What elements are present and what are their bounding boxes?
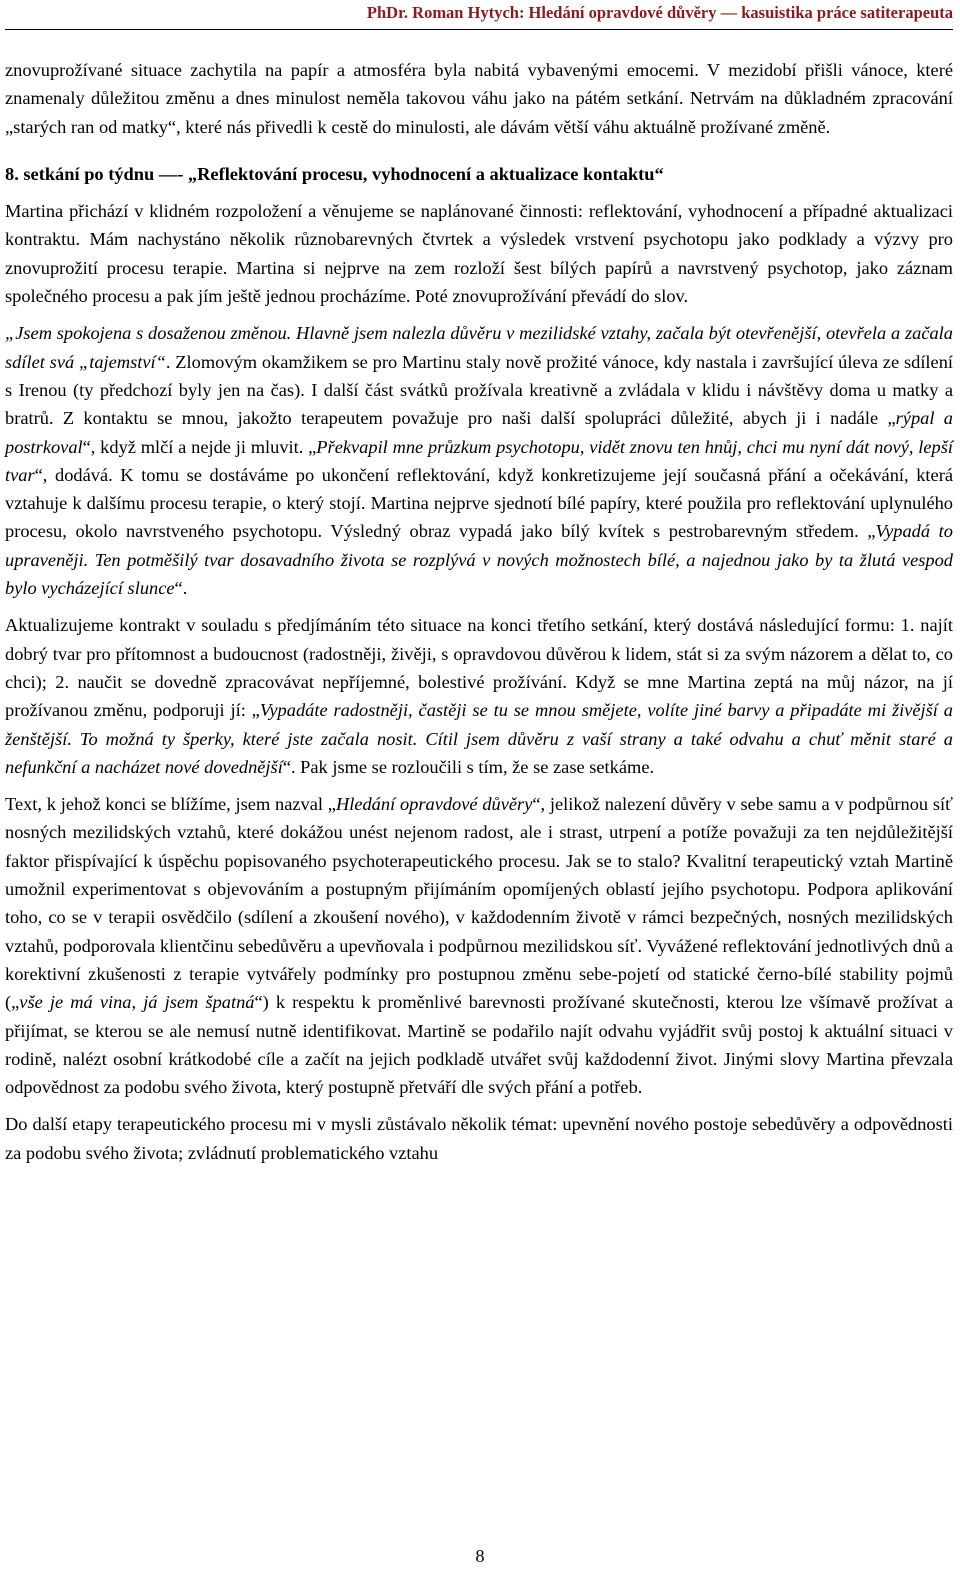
text-segment: “, když mlčí a nejde ji mluvit. „ xyxy=(82,436,317,457)
italic-text-segment: „Jsem spokojena s dosaženou změnou. Hlavně jsem nalezla důvěru v mezilidské vztahy, začala být otevřenější, otevřela a začala sdílet svá „tajemství“ xyxy=(5,323,953,372)
italic-text-segment: rýpal a postrkoval xyxy=(5,408,953,457)
text-segment: “, dodává. K tomu se dostáváme po ukončení reflektování, když konkretizujeme její současná přání a očekávání, která vztahuje k dalšímu procesu terapie, o který stojí. Martina nejprve sjednotí bílé papíry, které použila pro reflektování uplynulého procesu, okolo navrstveného psychotopu. Výsledný obraz vypadá jako bílý kvítek s pestrobarevným středem. „ xyxy=(5,464,953,542)
section-heading xyxy=(5,160,953,188)
text-segment: “, jelikož nalezení důvěry v sebe samu a v podpůrnou síť nosných mezilidských vztahů, které dokážou unést nejenom radost, ale i strast, utrpení a potíže považuji za ten nejdůležitější faktor přispívající k úspěchu popisovaného psychoterapeutického procesu. Jak se to stalo? Kvalitní terapeutický vztah Martině umožnil experimentovat s objevováním a postupným přijímáním opomíjených oblastí jejího psychotopu. Podpora aplikování toho, co se v terapii osvědčilo (sdílení a zkoušení nového), v každodenním životě v rámci bezpečných, nosných mezilidských vztahů, podporovala klientčinu sebedůvěru a upevňovala i podpůrnou mezilidskou síť. Vyvážené reflektování jednotlivých dnů a korektivní zkušenosti z terapie vytvářely podmínky pro postupnou změnu sebe-pojetí od statické černo-bílé stability pojmů („ xyxy=(5,794,953,1013)
paragraph-summary xyxy=(5,790,953,1101)
italic-text-segment: vše je má vina, já jsem špatná xyxy=(19,992,255,1013)
paragraph-client-reflection xyxy=(5,319,953,602)
text-segment: Martina přichází v klidném rozpoložení a věnujeme se naplánované činnosti: reflektování, vyhodnocení a případné aktualizaci kontraktu. Mám nachystáno několik různobarevných čtvrtek a výsledek vrstvení psychotopu jako podklady a výzvy pro znovuprožití procesu terapie. Martina si nejprve na zem rozloží šest bílých papírů a navrstvený psychotop, jako záznam společného procesu a pak jím ještě jednou procházíme. Poté znovuprožívání převádí do slov. xyxy=(5,201,953,307)
italic-text-segment: Hledání opravdové důvěry xyxy=(335,794,533,815)
text-segment: “. xyxy=(174,578,188,599)
italic-text-segment: Překvapil mne průzkum psychotopu, vidět znovu ten hnůj, chci mu nyní dát nový, lepší tvar xyxy=(5,436,953,485)
running-header: PhDr. Roman Hytych: Hledání opravdové důvěry — kasuistika práce satiterapeuta xyxy=(366,3,953,22)
italic-text-segment: Vypadáte radostněji, častěji se tu se mnou smějete, volíte jiné barvy a připadáte mi živější a ženštější. To možná ty šperky, které jste začala nosit. Cítil jsem důvěru z vaší strany a také odvahu a chuť měnit staré a nefunkční a nacházet nové dovednější xyxy=(5,700,953,777)
paragraph-contract-update xyxy=(5,611,953,781)
text-segment: Do další etapy terapeutického procesu mi v mysli zůstávalo několik témat: upevnění nového postoje sebedůvěry a odpovědnosti za podobu svého života; zvládnutí problematického vztahu xyxy=(5,1114,953,1163)
text-segment: Aktualizujeme kontrakt v souladu s předjímáním této situace na konci třetího setkání, který dostává následující formu: 1. najít dobrý tvar pro přítomnost a budoucnost (radostněji, živěji, s opravdovou důvěrou k lidem, stát si za svým názorem a dělat to, co chci); 2. naučit se dovedně zpracovávat nepříjemné, bolestivé prožívání. Když se mne Martina zeptá na můj názor, na jí prožívanou změnu, podporuji jí: „ xyxy=(5,615,953,721)
text-segment: 8. setkání po týdnu —- „Reflektování procesu, vyhodnocení a aktualizace kontaktu“ xyxy=(5,163,664,184)
italic-text-segment: Vypadá to upraveněji. Ten potměšilý tvar dosavadního života se rozplývá v nových možnostech bílé, a najednou jako by ta žlutá vespod bylo vycházející slunce xyxy=(5,521,953,599)
text-segment: znovuprožívané situace zachytila na papír a atmosféra byla nabitá vybavenými emocemi. V mezidobí přišli vánoce, které znamenaly důležitou změnu a dnes minulost neměla takovou váhu jako na pátém setkání. Netrvám na důkladném zpracování „starých ran od matky“, které nás přivedli k cestě do minulosti, ale dávám větší váhu aktuálně prožívané změně. xyxy=(5,60,953,137)
text-segment: . Zlomovým okamžikem se pro Martinu staly nově prožité vánoce, kdy nastala i završující úleva ze sdílení s Irenou (ty předchozí byly jen na čas). I další část svátků prožívala kreativně a zvládala v klidu i návštěvy doma u matky a bratrů. Z kontaktu se mnou, jakožto terapeutem považuje pro naši další spolupráci důležité, abych ji i nadále „ xyxy=(5,351,953,429)
page-number: 8 xyxy=(475,1546,485,1566)
paragraph-session-description xyxy=(5,197,953,310)
header-rule xyxy=(5,29,953,30)
paragraph-intro xyxy=(5,56,953,141)
paragraph-next-stage xyxy=(5,1110,953,1167)
text-segment: “) k respektu k proměnlivé barevnosti prožívané skutečnosti, kterou lze všímavě prožívat a přijímat, se kterou se ale nemusí nutně identifikovat. Martině se podařilo najít odvahu vyjádřit svůj postoj k aktuální situaci v rodině, nalézt osobní krátkodobé cíle a začít na jejich podkladě utvářet svůj každodenní život. Jinými slovy Martina převzala odpovědnost za podobu svého života, který postupně přetváří dle svých přání a potřeb. xyxy=(5,992,954,1098)
text-segment: Text, k jehož konci se blížíme, jsem nazval „ xyxy=(5,794,336,815)
page-body xyxy=(5,56,953,1167)
text-segment: “. Pak jsme se rozloučili s tím, že se zase setkáme. xyxy=(282,756,655,777)
